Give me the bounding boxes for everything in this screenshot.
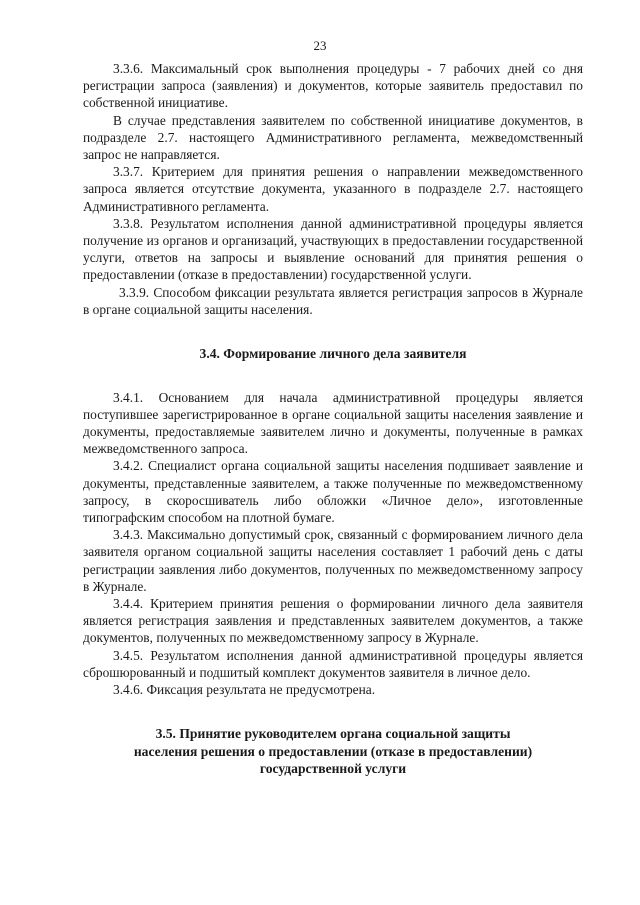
paragraph-3-4-4: 3.4.4. Критерием принятия решения о формировании личного дела заявителя является регистрация заявления и представленных заявителем документов, а также документов, полученных по межведомственному запросу в Журнале. [83,596,583,646]
document-body [83,60,583,778]
section-3-5-heading-line-2: населения решения о предоставлении (отказе в предоставлении) [133,743,533,759]
paragraph-3-4-6: 3.4.6. Фиксация результата не предусмотрена. [113,682,376,698]
page-number: 23 [313,38,327,53]
paragraph-3-3-8: 3.3.8. Результатом исполнения данной административной процедуры является получение из органов и организаций, участвующих в предоставлении государственной услуги, ответов на запросы и выявление оснований для принятия решения о предоставлении (отказе в предоставлении) государственной услуги. [83,215,583,283]
paragraph-3-4-5: 3.4.5. Результатом исполнения данной административной процедуры является сброшюрованный и подшитый комплект документов заявителя в личное дело. [83,647,583,680]
section-3-5-heading-line-1: 3.5. Принятие руководителем органа социальной защиты [155,726,511,742]
section-3-5-heading-line-3: государственной услуги [259,761,407,777]
paragraph-3-3-6: 3.3.6. Максимальный срок выполнения процедуры - 7 рабочих дней со дня регистрации запроса (заявления) и документов, которые заявитель предоставил по собственной инициативе. [83,61,583,111]
paragraph-initiative-documents: В случае представления заявителем по собственной инициативе документов, в подразделе 2.7. настоящего Административного регламента, межведомственный запрос не направляется. [83,112,583,163]
paragraph-3-3-7: 3.3.7. Критерием для принятия решения о направлении межведомственного запроса является отсутствие документа, указанного в подразделе 2.7. настоящего Административного регламента. [83,164,583,214]
paragraph-3-3-9: 3.3.9. Способом фиксации результата является регистрация запросов в Журнале в органе социальной защиты населения. [83,284,583,317]
section-3-5-heading [83,725,583,778]
paragraph-3-4-3: 3.4.3. Максимально допустимый срок, связанный с формированием личного дела заявителя органом социальной защиты населения составляет 1 рабочий день с даты регистрации заявления либо документов, полученных по межведомственному запросу в Журнале. [83,527,583,594]
section-3-3-continuation [83,60,583,318]
section-3-4-heading: 3.4. Формирование личного дела заявителя [199,346,467,362]
section-3-4 [83,389,583,699]
paragraph-3-4-2: 3.4.2. Специалист органа социальной защиты населения подшивает заявление и документы, представленные заявителем, а также полученные по межведомственному запросу, в скоросшиватель либо обложки «Личное дело», изготовленные типографским способом на плотной бумаге. [83,458,583,526]
paragraph-3-4-1: 3.4.1. Основанием для начала административной процедуры является поступившее зарегистрированное в органе социальной защиты населения заявление и документы, предоставляемые заявителем лично и документы, полученные в рамках межведомственного запроса. [83,389,583,457]
